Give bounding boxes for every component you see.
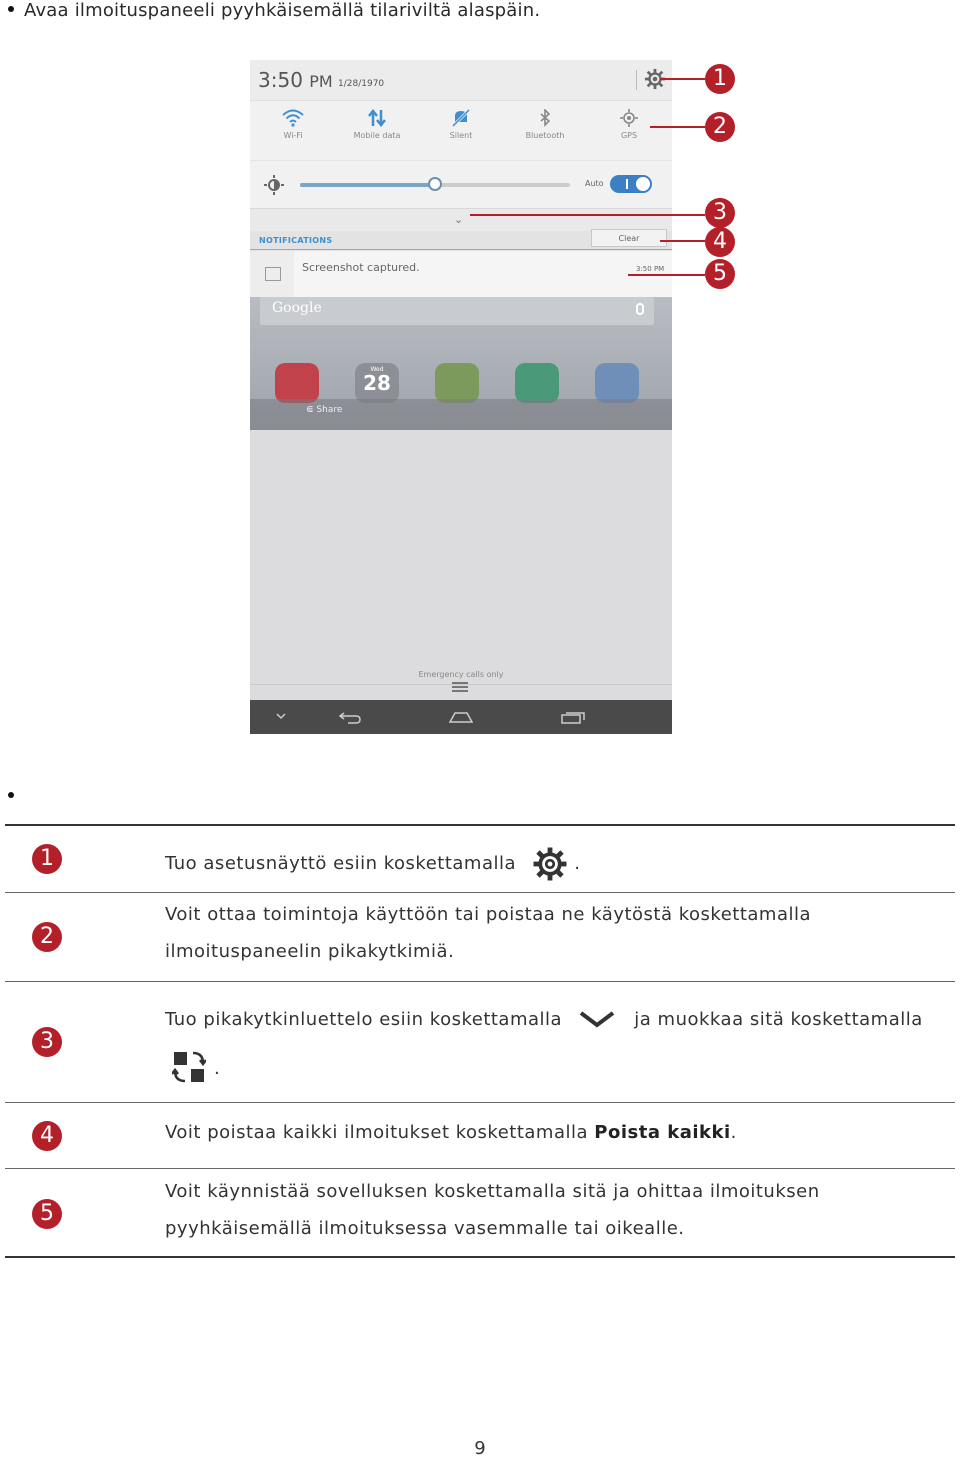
phone-screenshot xyxy=(250,60,672,734)
tools-app-icon[interactable] xyxy=(435,363,479,403)
auto-label: Auto xyxy=(585,179,604,188)
intro-bullet xyxy=(8,0,540,21)
bluetooth-icon xyxy=(534,109,556,127)
row-5-text: Voit käynnistää sovelluksen koskettamalla sitä ja ohittaa ilmoituksen pyyhkäisemällä ilmoituksessa vasemmalle tai oikealle. xyxy=(165,1181,820,1239)
clock: 3:50 PM xyxy=(258,68,333,92)
notification-text: Screenshot captured. xyxy=(302,261,420,274)
intro-text: Avaa ilmoituspaneeli pyyhkäisemällä tilariviltä alaspäin. xyxy=(24,0,541,21)
callout-5: 5 xyxy=(705,259,735,289)
row-number-1: 1 xyxy=(32,844,62,874)
callout-line xyxy=(628,274,705,276)
callout-1: 1 xyxy=(705,64,735,94)
bullet-dot xyxy=(8,792,14,798)
callout-line xyxy=(660,78,705,80)
mobile-data-icon xyxy=(366,109,388,127)
google-search-bar[interactable] xyxy=(260,297,654,325)
back-icon[interactable] xyxy=(338,710,362,724)
emergency-text: Emergency calls only xyxy=(418,670,504,679)
clear-button[interactable]: Clear xyxy=(591,229,667,247)
row-number-3: 3 xyxy=(32,1027,62,1057)
table-top-rule xyxy=(5,824,955,826)
gps-icon xyxy=(618,109,640,127)
quick-toggles xyxy=(250,100,672,161)
brightness-slider[interactable] xyxy=(300,183,570,187)
row-number-4: 4 xyxy=(32,1121,62,1151)
bullet-dot xyxy=(8,6,14,12)
table-bottom-rule xyxy=(5,1256,955,1258)
home-icon[interactable] xyxy=(448,710,474,724)
divider xyxy=(250,684,672,685)
divider xyxy=(250,249,672,250)
notification-time: 3:50 PM xyxy=(636,265,665,273)
callout-line xyxy=(470,214,705,216)
mail-app-icon[interactable] xyxy=(595,363,639,403)
slider-fill xyxy=(300,183,435,187)
share-action[interactable]: ⋐ Share xyxy=(306,405,343,415)
status-bar xyxy=(250,60,672,100)
chevron-down-icon xyxy=(578,1009,616,1031)
row-number-5: 5 xyxy=(32,1199,62,1229)
toggle-wifi[interactable]: Wi-Fi xyxy=(258,101,328,140)
row-3-text: Tuo pikakytkinluettelo esiin koskettamalla ja muokkaa sitä koskettamalla xyxy=(165,1009,923,1030)
row-divider xyxy=(5,892,955,893)
row-2-text: Voit ottaa toimintoja käyttöön tai poistaa ne käytöstä koskettamalla ilmoituspaneelin pikakytkimiä. xyxy=(165,904,812,962)
slider-knob[interactable] xyxy=(428,177,442,191)
row-3-suffix: . xyxy=(214,1058,220,1079)
toggle-bluetooth[interactable]: Bluetooth xyxy=(510,101,580,140)
wifi-icon xyxy=(282,109,304,127)
gear-icon xyxy=(532,846,568,882)
row-1-text: Tuo asetusnäyttö esiin koskettamalla . xyxy=(165,845,925,882)
toggle-gps[interactable]: GPS xyxy=(594,101,664,140)
brightness-row xyxy=(250,160,672,209)
recent-apps-icon[interactable] xyxy=(560,710,586,724)
row-4-text: Voit poistaa kaikki ilmoitukset koskettamalla Poista kaikki. xyxy=(165,1122,737,1143)
row-divider xyxy=(5,1102,955,1103)
calendar-app-icon[interactable]: Wed 28 xyxy=(355,363,399,403)
date: 1/28/1970 xyxy=(338,79,385,89)
divider xyxy=(636,70,637,90)
callout-3: 3 xyxy=(705,198,735,228)
notification-item[interactable] xyxy=(250,251,672,298)
row-divider xyxy=(5,1168,955,1169)
home-screen-background xyxy=(250,297,672,430)
clock-app-icon[interactable] xyxy=(275,363,319,403)
callout-line xyxy=(660,240,705,242)
google-logo: Google xyxy=(272,300,322,316)
silent-icon xyxy=(450,109,472,127)
toggle-silent[interactable]: Silent xyxy=(426,101,496,140)
support-app-icon[interactable] xyxy=(515,363,559,403)
chevron-down-icon[interactable]: ⌄ xyxy=(454,213,464,226)
share-bar xyxy=(250,399,672,430)
bold-term: Poista kaikki xyxy=(594,1122,731,1143)
row-number-2: 2 xyxy=(32,922,62,952)
row-divider xyxy=(5,981,955,982)
page-number: 9 xyxy=(474,1438,486,1459)
notifications-header xyxy=(250,231,672,251)
callout-4: 4 xyxy=(705,227,735,257)
auto-brightness-switch[interactable] xyxy=(610,175,652,193)
brightness-icon xyxy=(264,175,284,195)
toggle-mobile-data[interactable]: Mobile data xyxy=(342,101,412,140)
callout-2: 2 xyxy=(705,112,735,142)
navigation-bar xyxy=(250,700,672,734)
notifications-title: NOTIFICATIONS xyxy=(259,236,333,245)
chevron-down-icon[interactable] xyxy=(276,712,286,720)
callout-line xyxy=(650,126,705,128)
switch-edit-icon xyxy=(172,1050,206,1088)
mic-icon[interactable] xyxy=(636,303,644,315)
image-icon xyxy=(250,251,294,297)
